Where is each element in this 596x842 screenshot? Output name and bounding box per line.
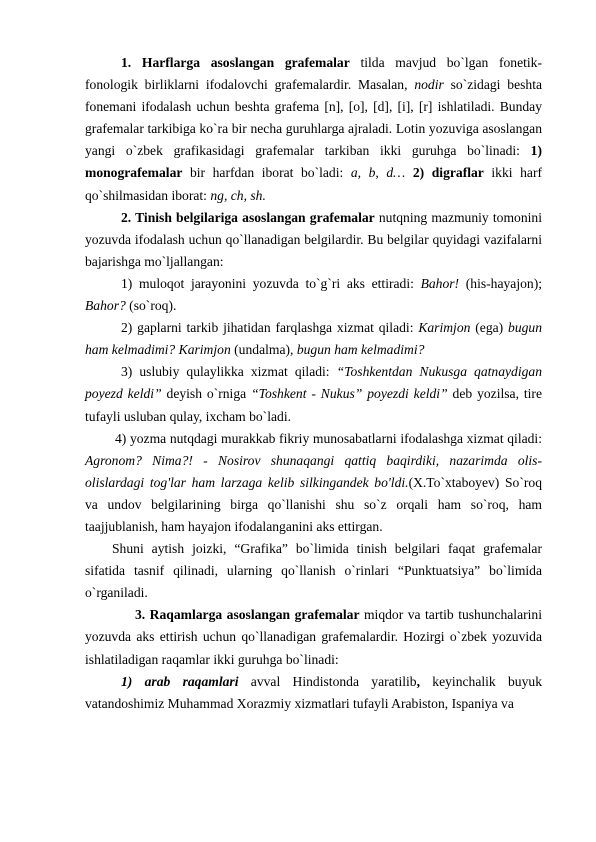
example-letters: a, b, d… (350, 165, 406, 181)
text (405, 165, 413, 180)
paragraph-punctuation-grapheme (85, 207, 542, 273)
text: ikki harf qo`shilmasidan iborat: (85, 165, 543, 203)
example: Bahor! (420, 275, 460, 291)
example-digraphs: ng, ch, sh. (210, 187, 266, 203)
list-item-4 (85, 428, 542, 538)
text: keyinchalik buyuk vatandoshimiz Muhammad Xorazmiy xizmatlari tufayli Arabiston, Ispaniya va (85, 673, 542, 711)
example: “Toshkentdan Nukusga qatnaydigan poyezd keldi” (85, 364, 542, 402)
paragraph-note (85, 538, 542, 604)
text: (so`roq). (125, 298, 177, 314)
text: , (416, 673, 420, 689)
heading-letter-grapheme: 1. Harflarga asoslangan grafemalar (121, 55, 350, 70)
heading-punctuation-grapheme: 2. Tinish belgilariga asoslangan grafemalar (121, 209, 375, 225)
text: 2) gaplarni tarkib jihatidan farqlashga xizmat qiladi: (121, 320, 419, 336)
text: Shuni aytish joizki, “Grafika” bo`limida tinish belgilari faqat grafemalar sifatida tasnif qilinadi, ularning qo`llanish o`rinlari “Punktuatsiya” bo`limida o`rganiladi. (85, 541, 542, 601)
text: (undalma) (230, 342, 291, 358)
text: 1) muloqot jarayonini yozuvda to`g`ri aks ettiradi: (121, 275, 421, 291)
term-arabic-numerals: 1) arab raqamlari (121, 673, 239, 689)
text: (X.To`xtaboyev) So`roq va undov belgilarining birga qo`llanishi shu so`z orqali ham so`roq, ham taajjublanish, ham hayajon ifodalanganini aks ettirgan. (85, 474, 542, 534)
example-quote: Agronom? Nima?! - Nosirov shunaqangi qattiq baqirdiki, nazarimda olis-olislardagi tog'lar ham larzaga kelib silkingandek bo'ldi. (85, 452, 542, 490)
term-monographeme: 1) monografemalar (85, 143, 542, 181)
text: 3) uslubiy qulaylikka xizmat qiladi: (121, 364, 337, 380)
list-item-1 (85, 273, 542, 317)
text: (ega) (470, 320, 509, 336)
term-digraph: 2) digraflar (412, 165, 484, 181)
example: bugun ham kelmadimi? Karimjon (85, 320, 543, 358)
text: 4) yozma nutqdagi murakkab fikriy munosabatlarni ifodalashga xizmat qiladi: (115, 430, 542, 446)
paragraph-letter-grapheme (85, 52, 542, 207)
text: deyish o`rniga (161, 386, 252, 402)
heading-number-grapheme: 3. Raqamlarga asoslangan grafemalar (135, 607, 360, 623)
example: Karimjon (418, 320, 471, 336)
example: Bahor? (85, 298, 126, 314)
paragraph-arabic-numerals (85, 671, 542, 715)
example: , bugun ham kelmadimi? (290, 342, 425, 358)
text: bir harfdan iborat bo`ladi: (182, 165, 351, 181)
list-item-3 (85, 361, 542, 427)
text: avval Hindistonda yaratilib (238, 673, 417, 689)
text: tilda mavjud bo`lgan fonetik-fonologik birliklarni ifodalovchi grafemalardir. Masalan, (85, 55, 542, 93)
example-word: nodir (414, 77, 444, 93)
text: (his-hayajon); (459, 275, 542, 291)
text: miqdor va tartib tushunchalarini yozuvda aks ettirish uchun qo`llanadigan grafemalardir. Hozirgi o`zbek yozuvida ishlatiladigan raqamlar ikki guruhga bo`linadi: (85, 607, 542, 667)
paragraph-number-grapheme (85, 604, 542, 670)
example: “Toshkent - Nukus” poyezdi keldi” (251, 386, 448, 402)
text: nutqning mazmuniy tomonini yozuvda ifodalash uchun qo`llanadigan belgilardir. Bu belgilar quyidagi vazifalarni bajarishga mo`ljallangan: (85, 209, 542, 269)
list-item-2 (85, 317, 542, 361)
text: deb yozilsa, tire tufayli usluban qulay, ixcham bo`ladi. (85, 386, 542, 424)
text: so`zidagi beshta fonemani ifodalash uchun beshta grafema [n], [o], [d], [i], [r] ishlatiladi. Bunday grafemalar tarkibiga ko`ra bir necha guruhlarga ajraladi. Lotin yozuviga asoslangan yangi o`zbek grafikasidagi grafemalar tarkiban ikki guruhga bo`linadi: (85, 77, 543, 159)
